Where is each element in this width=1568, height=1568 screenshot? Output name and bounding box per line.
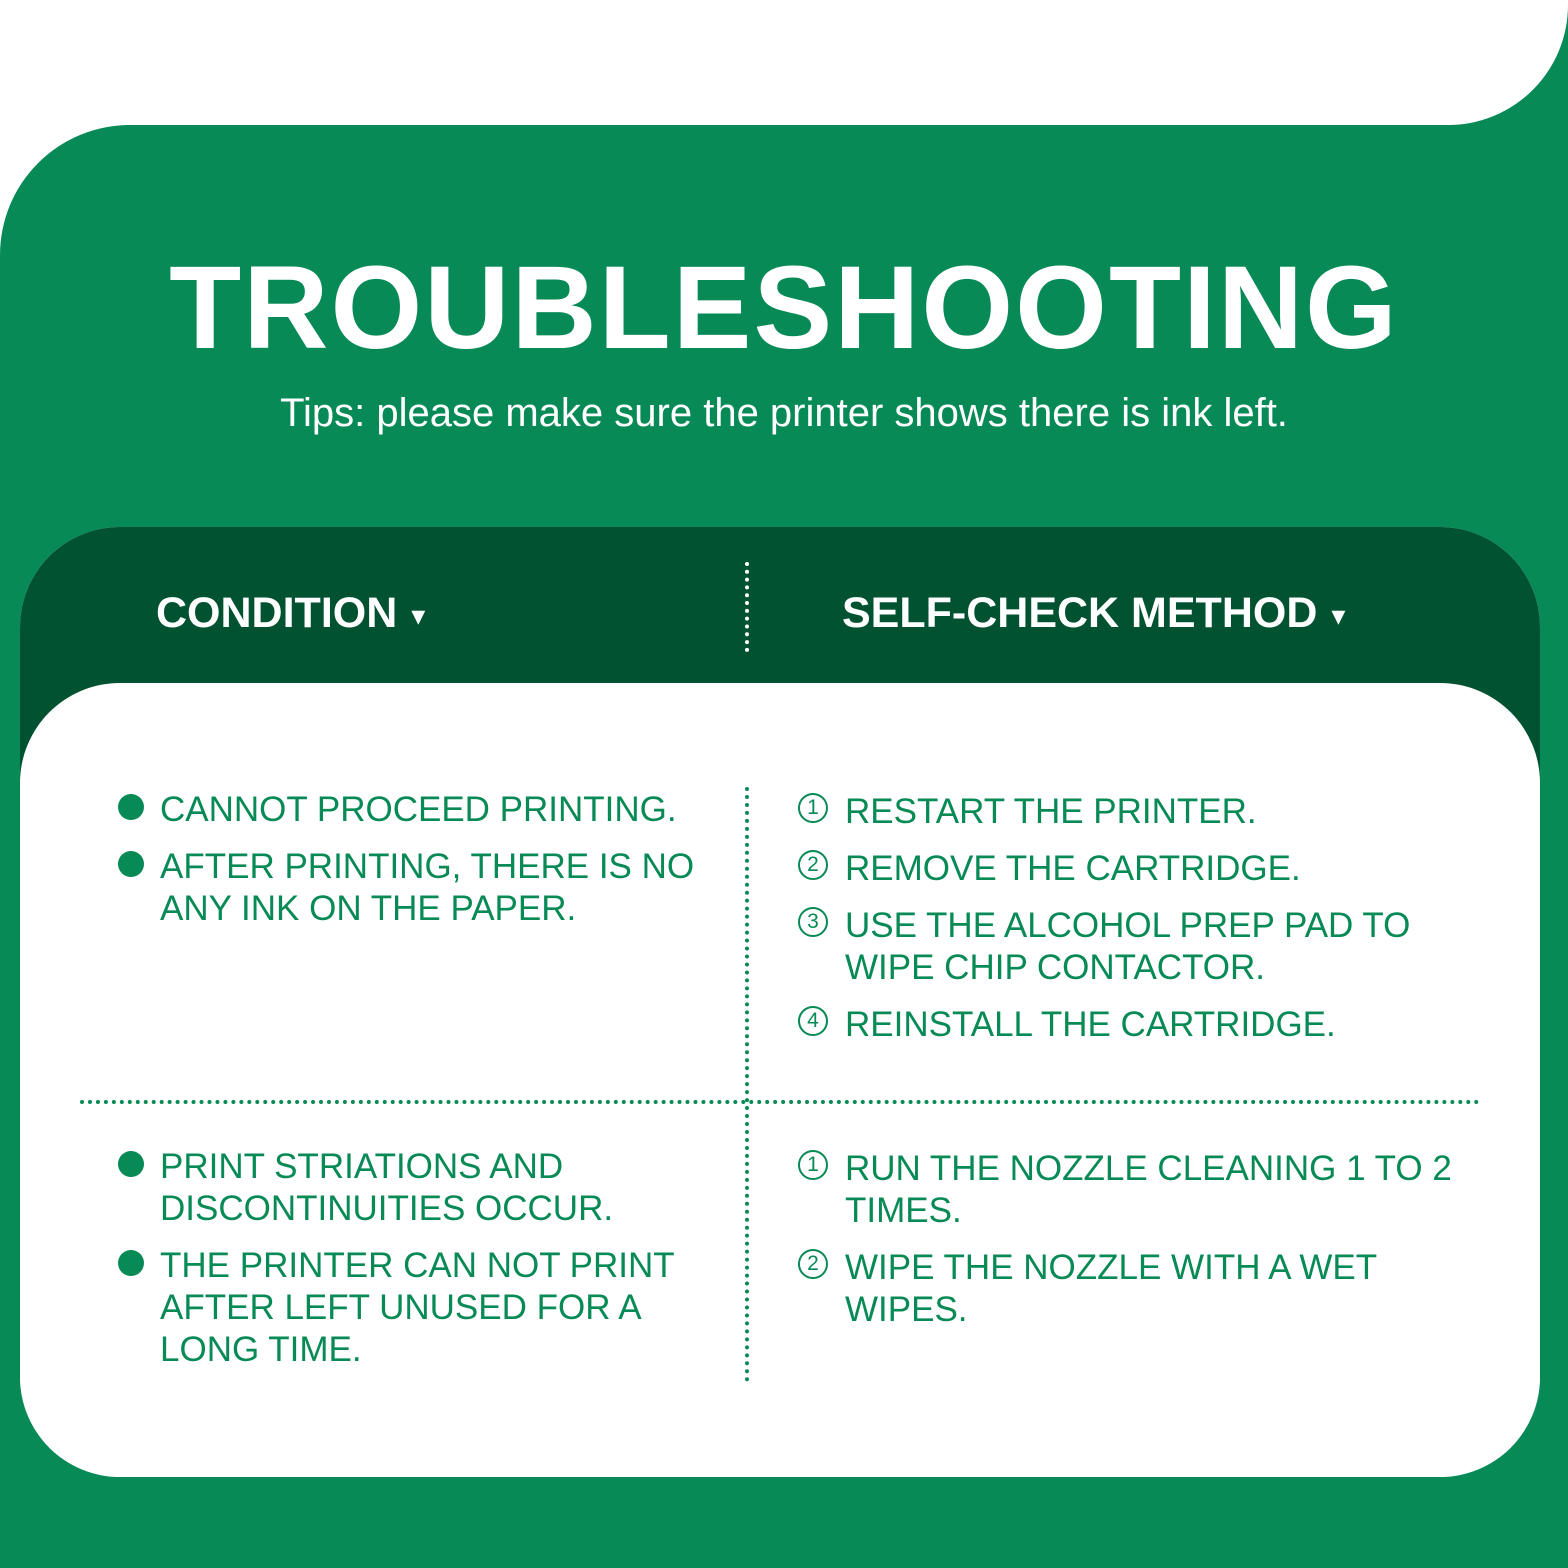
step-text: WIPE THE NOZZLE WITH A WET WIPES.: [845, 1248, 1377, 1329]
bullet-icon: [118, 1151, 144, 1177]
top-background: [0, 0, 1568, 125]
step-number-icon: 2: [798, 850, 828, 880]
step-item: [798, 848, 1498, 890]
page-subtitle: Tips: please make sure the printer shows there is ink left.: [280, 391, 1288, 435]
condition-text: THE PRINTER CAN NOT PRINT AFTER LEFT UNUSED FOR A LONG TIME.: [160, 1246, 675, 1369]
troubleshooting-table: [20, 527, 1540, 1477]
step-item: [798, 1247, 1498, 1331]
page-title: TROUBLESHOOTING: [169, 242, 1399, 374]
step-text: REINSTALL THE CARTRIDGE.: [845, 1005, 1336, 1044]
bullet-icon: [118, 851, 144, 877]
step-item: [798, 1148, 1498, 1232]
step-text: RESTART THE PRINTER.: [845, 792, 1257, 831]
step-number-icon: 1: [798, 793, 828, 823]
column-header-method-label: SELF-CHECK METHOD: [842, 589, 1318, 637]
row-1-conditions: [118, 789, 718, 945]
column-header-method: [842, 583, 1345, 643]
condition-text: AFTER PRINTING, THERE IS NO ANY INK ON THE PAPER.: [160, 847, 695, 928]
condition-item: [118, 846, 718, 930]
step-number-icon: 1: [798, 1150, 828, 1180]
header-divider: [745, 562, 749, 652]
condition-item: [118, 1146, 718, 1230]
step-text: RUN THE NOZZLE CLEANING 1 TO 2 TIMES.: [845, 1149, 1452, 1230]
step-number-icon: 3: [798, 907, 828, 937]
step-number-icon: 4: [798, 1006, 828, 1036]
bullet-icon: [118, 1250, 144, 1276]
row-2-conditions: [118, 1146, 718, 1386]
step-item: [798, 1004, 1498, 1046]
step-text: REMOVE THE CARTRIDGE.: [845, 849, 1301, 888]
column-divider: [745, 787, 749, 1382]
caret-down-icon: ▾: [1331, 600, 1346, 631]
step-item: [798, 905, 1498, 989]
condition-text: PRINT STRIATIONS AND DISCONTINUITIES OCCUR.: [160, 1147, 614, 1228]
column-header-condition: [156, 583, 425, 643]
step-item: [798, 791, 1498, 833]
row-2-steps: [798, 1148, 1498, 1346]
column-header-condition-label: CONDITION: [156, 589, 398, 637]
caret-down-icon: ▾: [411, 600, 426, 631]
step-number-icon: 2: [798, 1249, 828, 1279]
row-divider: [80, 1100, 1480, 1104]
step-text: USE THE ALCOHOL PREP PAD TO WIPE CHIP CONTACTOR.: [845, 906, 1411, 987]
bullet-icon: [118, 794, 144, 820]
row-1-steps: [798, 791, 1498, 1061]
condition-text: CANNOT PROCEED PRINTING.: [160, 790, 677, 829]
condition-item: [118, 789, 718, 831]
condition-item: [118, 1245, 718, 1371]
